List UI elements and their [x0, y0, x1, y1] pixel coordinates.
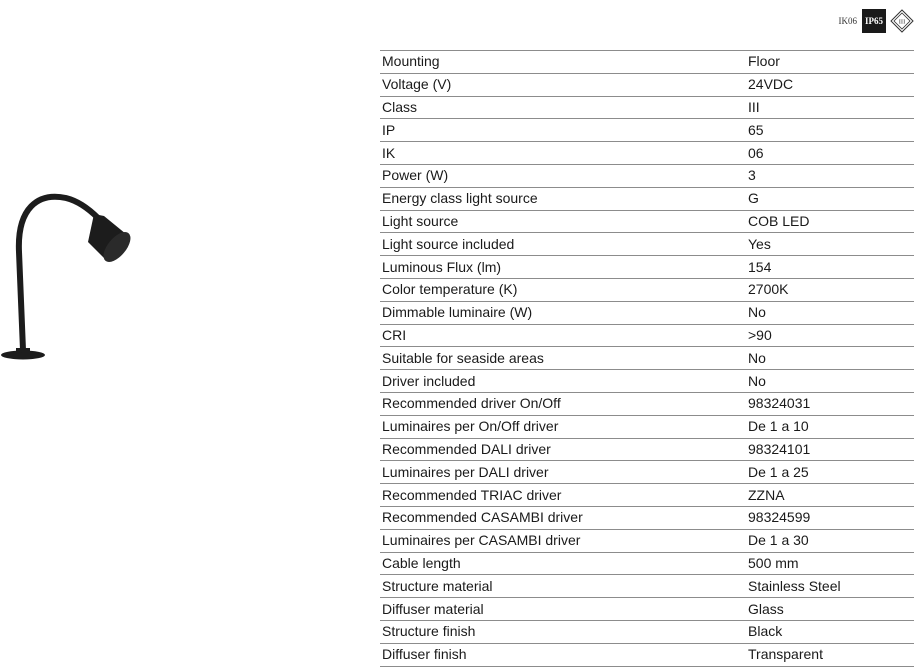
- spec-row: [380, 529, 914, 552]
- spec-row: [380, 506, 914, 529]
- spec-row: [380, 461, 914, 484]
- spec-label: Luminaires per CASAMBI driver: [380, 529, 744, 552]
- spec-label: Recommended driver On/Off: [380, 392, 744, 415]
- spec-value: 24VDC: [744, 73, 914, 96]
- spec-value: >90: [744, 324, 914, 347]
- ik-rating-badge: IK06: [838, 16, 857, 26]
- spec-label: CRI: [380, 324, 744, 347]
- spec-row: [380, 370, 914, 393]
- spec-row: [380, 142, 914, 165]
- spec-value: G: [744, 187, 914, 210]
- spec-value: 98324101: [744, 438, 914, 461]
- spec-value: De 1 a 10: [744, 415, 914, 438]
- spec-value: No: [744, 301, 914, 324]
- spec-row: [380, 552, 914, 575]
- spec-value: Floor: [744, 51, 914, 74]
- spec-row: [380, 278, 914, 301]
- spec-row: [380, 164, 914, 187]
- spec-label: Voltage (V): [380, 73, 744, 96]
- spec-row: [380, 620, 914, 643]
- spec-label: Luminaires per DALI driver: [380, 461, 744, 484]
- spec-value: Transparent: [744, 643, 914, 666]
- spec-label: Structure material: [380, 575, 744, 598]
- spec-label: Luminaires per On/Off driver: [380, 415, 744, 438]
- spec-value: Glass: [744, 598, 914, 621]
- spec-row: [380, 438, 914, 461]
- spec-label: Cable length: [380, 552, 744, 575]
- spec-value: No: [744, 347, 914, 370]
- spec-row: [380, 575, 914, 598]
- class-badge-label: III: [898, 18, 906, 26]
- spec-row: [380, 324, 914, 347]
- spec-row: [380, 643, 914, 666]
- spec-label: Power (W): [380, 164, 744, 187]
- product-image: [0, 190, 135, 370]
- spec-table-body: [380, 51, 914, 667]
- spec-value: COB LED: [744, 210, 914, 233]
- spec-value: ZZNA: [744, 484, 914, 507]
- spec-label: IP: [380, 119, 744, 142]
- class-iii-icon: [890, 9, 914, 33]
- spec-value: Stainless Steel: [744, 575, 914, 598]
- spec-label: Diffuser material: [380, 598, 744, 621]
- spec-label: Color temperature (K): [380, 278, 744, 301]
- spec-value: Black: [744, 620, 914, 643]
- spec-value: 65: [744, 119, 914, 142]
- spec-row: [380, 256, 914, 279]
- spec-label: IK: [380, 142, 744, 165]
- spec-row: [380, 598, 914, 621]
- spec-label: Recommended DALI driver: [380, 438, 744, 461]
- spec-label: Light source included: [380, 233, 744, 256]
- spec-label: Driver included: [380, 370, 744, 393]
- spec-table: [380, 50, 914, 667]
- spec-label: Structure finish: [380, 620, 744, 643]
- spec-label: Recommended TRIAC driver: [380, 484, 744, 507]
- spec-value: No: [744, 370, 914, 393]
- spec-row: [380, 392, 914, 415]
- spec-value: 3: [744, 164, 914, 187]
- spec-value: 98324031: [744, 392, 914, 415]
- spec-value: 06: [744, 142, 914, 165]
- spec-label: Diffuser finish: [380, 643, 744, 666]
- spec-label: Dimmable luminaire (W): [380, 301, 744, 324]
- certification-badges: [838, 9, 915, 33]
- spec-value: Yes: [744, 233, 914, 256]
- spec-row: [380, 301, 914, 324]
- spec-row: [380, 415, 914, 438]
- spec-row: [380, 347, 914, 370]
- spec-value: De 1 a 25: [744, 461, 914, 484]
- spec-label: Suitable for seaside areas: [380, 347, 744, 370]
- spec-value: 2700K: [744, 278, 914, 301]
- ip-rating-badge: IP65: [862, 9, 886, 33]
- spec-value: III: [744, 96, 914, 119]
- spec-value: 154: [744, 256, 914, 279]
- spec-row: [380, 210, 914, 233]
- spec-row: [380, 73, 914, 96]
- spec-value: De 1 a 30: [744, 529, 914, 552]
- spec-label: Recommended CASAMBI driver: [380, 506, 744, 529]
- spec-value: 98324599: [744, 506, 914, 529]
- spec-label: Class: [380, 96, 744, 119]
- spec-row: [380, 187, 914, 210]
- spec-value: 500 mm: [744, 552, 914, 575]
- spec-label: Luminous Flux (lm): [380, 256, 744, 279]
- gooseneck-floor-lamp-icon: [0, 190, 135, 370]
- spec-row: [380, 51, 914, 74]
- spec-label: Mounting: [380, 51, 744, 74]
- spec-row: [380, 484, 914, 507]
- spec-label: Energy class light source: [380, 187, 744, 210]
- spec-label: Light source: [380, 210, 744, 233]
- spec-row: [380, 119, 914, 142]
- spec-row: [380, 233, 914, 256]
- spec-row: [380, 96, 914, 119]
